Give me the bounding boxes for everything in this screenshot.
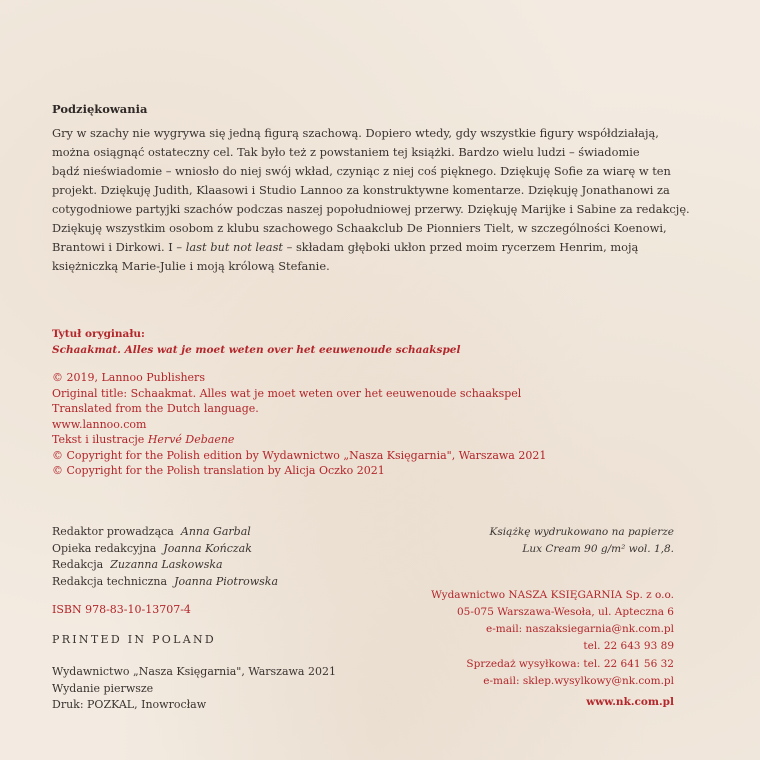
copyright-line: Translated from the Dutch language. xyxy=(52,402,259,415)
publisher-phone: tel. 22 643 93 89 xyxy=(583,640,674,652)
credit-role: Opieka redakcyjna xyxy=(52,541,157,555)
ack-line-part: – składam głęboki ukłon przed moim rycerzem Henrim, moją xyxy=(283,240,639,254)
illustrations-credit xyxy=(52,432,546,448)
isbn: ISBN 978-83-10-13707-4 xyxy=(52,603,191,616)
credit-role: Redaktor prowadząca xyxy=(52,525,174,538)
publisher-line: 05-075 Warszawa-Wesoła, ul. Apteczna 6 xyxy=(456,606,674,618)
credit-role: Redakcja xyxy=(52,558,104,571)
credit-line xyxy=(52,574,278,591)
publisher-address xyxy=(431,587,674,655)
publication-line: Wydawnictwo „Nasza Księgarnia", Warszawa 2021 xyxy=(52,665,336,678)
publication-line: Wydanie pierwsze xyxy=(52,681,154,695)
ack-line: Gry w szachy nie wygrywa się jedną figurą szachową. Dopiero wtedy, gdy wszystkie figury współdziałają, xyxy=(52,126,659,140)
polish-edition-copyright: © Copyright for the Polish edition by Wydawnictwo „Nasza Księgarnia", Warszawa 2021 xyxy=(52,448,547,462)
original-title-label: Tytuł oryginału: xyxy=(52,328,145,340)
acknowledgments-heading: Podziękowania xyxy=(52,102,148,116)
publisher-email: e-mail: naszaksiegarnia@nk.com.pl xyxy=(485,623,674,635)
publisher-line: Wydawnictwo NASZA KSIĘGARNIA Sp. z o.o. xyxy=(431,589,674,601)
credit-line xyxy=(52,541,278,558)
printed-in-poland: PRINTED IN POLAND xyxy=(52,633,217,646)
credit-name: Joanna Kończak xyxy=(163,541,252,555)
ack-line: bądź nieświadomie – wniosło do niej swój wkład, czyniąc z niej coś pięknego. Dziękuję Sofie za wiarę w ten xyxy=(52,164,671,178)
credit-name: Anna Garbal xyxy=(180,525,251,538)
copyright-line: © 2019, Lannoo Publishers xyxy=(52,371,205,384)
publication-line: Druk: POZKAL, Inowrocław xyxy=(52,698,207,711)
illustrator-name: Hervé Debaene xyxy=(147,433,235,446)
publication-info xyxy=(52,664,336,714)
ack-line: można osiągnąć ostateczny cel. Tak było też z powstaniem tej książki. Bardzo wielu ludzi – świadomie xyxy=(52,145,640,159)
ack-line: Dziękuję wszystkim osobom z klubu szachowego Schaakclub De Pionniers Tielt, w szczególności Koenowi, xyxy=(52,221,667,235)
acknowledgments-text xyxy=(52,124,692,276)
ack-line-part: Brantowi i Dirkowi. I – xyxy=(52,240,186,254)
copyright-line: Original title: Schaakmat. Alles wat je moet weten over het eeuwenoude schaakspel xyxy=(52,386,522,400)
credit-name: Zuzanna Laskowska xyxy=(110,558,223,571)
website-link: www.nk.com.pl xyxy=(586,696,674,708)
illustrations-label: Tekst i ilustracje xyxy=(52,433,148,446)
original-title-block xyxy=(52,326,460,358)
credit-name: Joanna Piotrowska xyxy=(174,574,279,588)
mail-order-sales xyxy=(466,656,674,690)
sales-email: e-mail: sklep.wysylkowy@nk.com.pl xyxy=(483,675,674,687)
editorial-credits xyxy=(52,524,278,590)
paper-info xyxy=(490,524,674,558)
ack-line: cotygodniowe partyjki szachów podczas naszej popołudniowej przerwy. Dziękuję Marijke i Sabine za redakcję. xyxy=(52,202,690,216)
polish-translation-copyright: © Copyright for the Polish translation by Alicja Oczko 2021 xyxy=(52,464,385,477)
paper-line: Książkę wydrukowano na papierze xyxy=(489,526,674,538)
paper-line: Lux Cream 90 g/m² wol. 1,8. xyxy=(522,543,674,555)
credit-line xyxy=(52,557,278,574)
ack-line: projekt. Dziękuję Judith, Klaasowi i Studio Lannoo za konstruktywne komentarze. Dziękuję Jonathanowi za xyxy=(52,183,670,197)
ack-line xyxy=(52,238,692,257)
credit-line xyxy=(52,524,278,541)
copyright-line: www.lannoo.com xyxy=(52,417,147,431)
copyright-block xyxy=(52,370,546,479)
ack-line: księżniczką Marie-Julie i moją królową Stefanie. xyxy=(52,259,330,273)
credit-role: Redakcja techniczna xyxy=(52,574,168,588)
original-title: Schaakmat. Alles wat je moet weten over het eeuwenoude schaakspel xyxy=(52,344,461,356)
ack-italic-phrase: last but not least xyxy=(185,240,284,254)
sales-phone: Sprzedaż wysyłkowa: tel. 22 641 56 32 xyxy=(466,658,674,670)
